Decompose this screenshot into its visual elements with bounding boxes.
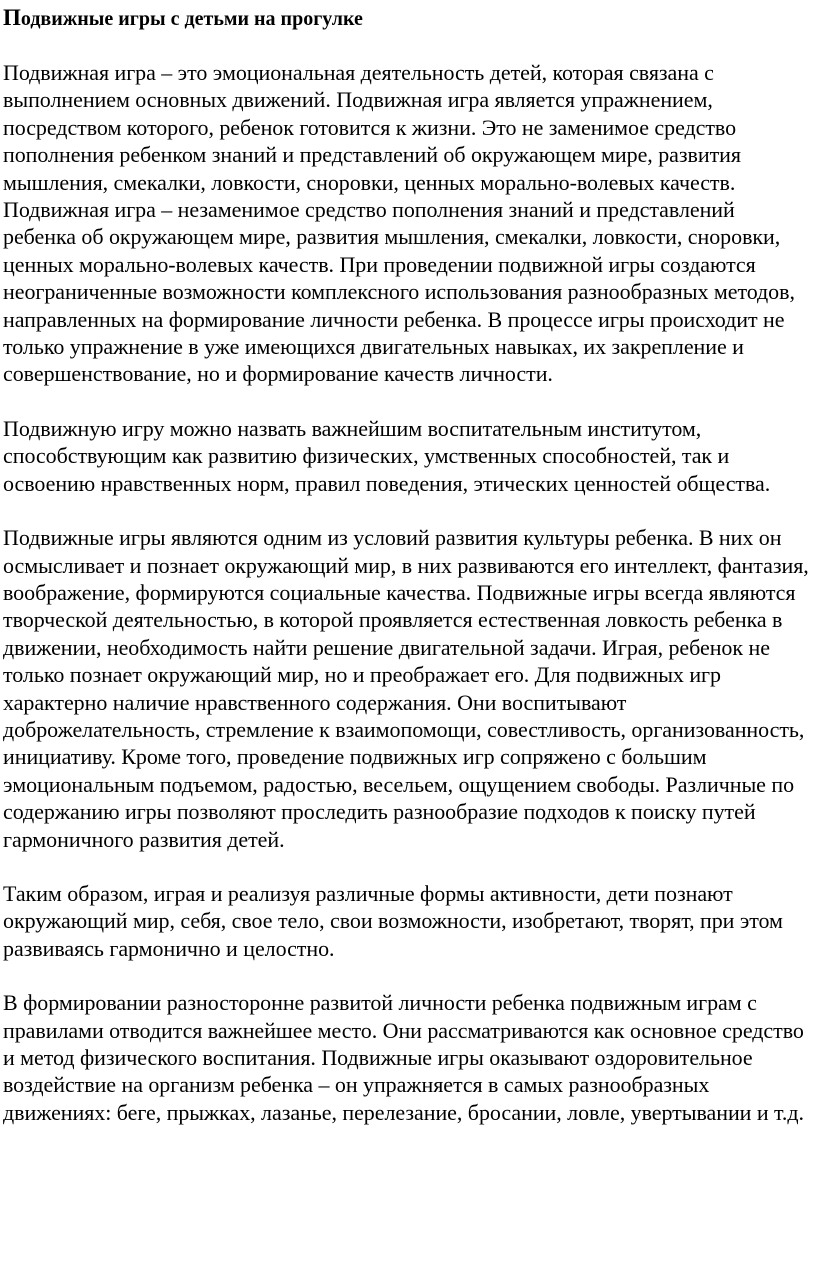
title-initial-letter: П: [3, 5, 21, 30]
paragraph-2: Подвижную игру можно назвать важнейшим воспитательным институтом, способствующим как развитию физических, умственных способностей, так и освоению нравственных норм, правил поведения, этических ценностей общества.: [3, 415, 771, 496]
paragraph-5: В формировании разносторонне развитой личности ребенка подвижным играм с правилами отводится важнейшее место. Они рассматриваются как основное средство и метод физического воспитания. Подвижные игры оказывают оздоровительное воздействие на организм ребенка – он упражняется в самых разнообразных движениях: беге, прыжках, лазанье, перелезание, бросании, ловле, увертывании и т.д.: [3, 990, 804, 1125]
paragraph-4: Таким образом, играя и реализуя различные формы активности, дети познают окружающий мир, себя, свое тело, свои возможности, изобретают, творят, при этом развиваясь гармонично и целостно.: [3, 880, 783, 961]
paragraph-1: Подвижная игра – это эмоциональная деятельность детей, которая связана с выполнением основных движений. Подвижная игра является упражнением, посредством которого, ребенок готовится к жизни. Это не заменимое средство пополнения ребенком знаний и представлений об окружающем мире, развития мышления, смекалки, ловкости, сноровки, ценных морально-волевых качеств. Подвижная игра – незаменимое средство пополнения знаний и представлений ребенка об окружающем мире, развития мышления, смекалки, ловкости, сноровки, ценных морально-волевых качеств. При проведении подвижной игры создаются неограниченные возможности комплексного использования разнообразных методов, направленных на формирование личности ребенка. В процессе игры происходит не только упражнение в уже имеющихся двигательных навыках, их закрепление и совершенствование, но и формирование качеств личности.: [3, 60, 795, 387]
paragraph-3: Подвижные игры являются одним из условий развития культуры ребенка. В них он осмысливает и познает окружающий мир, в них развиваются его интеллект, фантазия, воображение, формируются социальные качества. Подвижные игры всегда являются творческой деятельностью, в которой проявляется естественная ловкость ребенка в движении, необходимость найти решение двигательной задачи. Играя, ребенок не только познает окружающий мир, но и преображает его. Для подвижных игр характерно наличие нравственного содержания. Они воспитывают доброжелательность, стремление к взаимопомощи, совестливость, организованность, инициативу. Кроме того, проведение подвижных игр сопряжено с большим эмоциональным подъемом, радостью, весельем, ощущением свободы. Различные по содержанию игры позволяют проследить разнообразие подходов к поиску путей гармоничного развития детей.: [3, 525, 809, 852]
title-text: одвижные игры с детьми на прогулке: [20, 8, 363, 30]
document-title: [3, 4, 810, 33]
